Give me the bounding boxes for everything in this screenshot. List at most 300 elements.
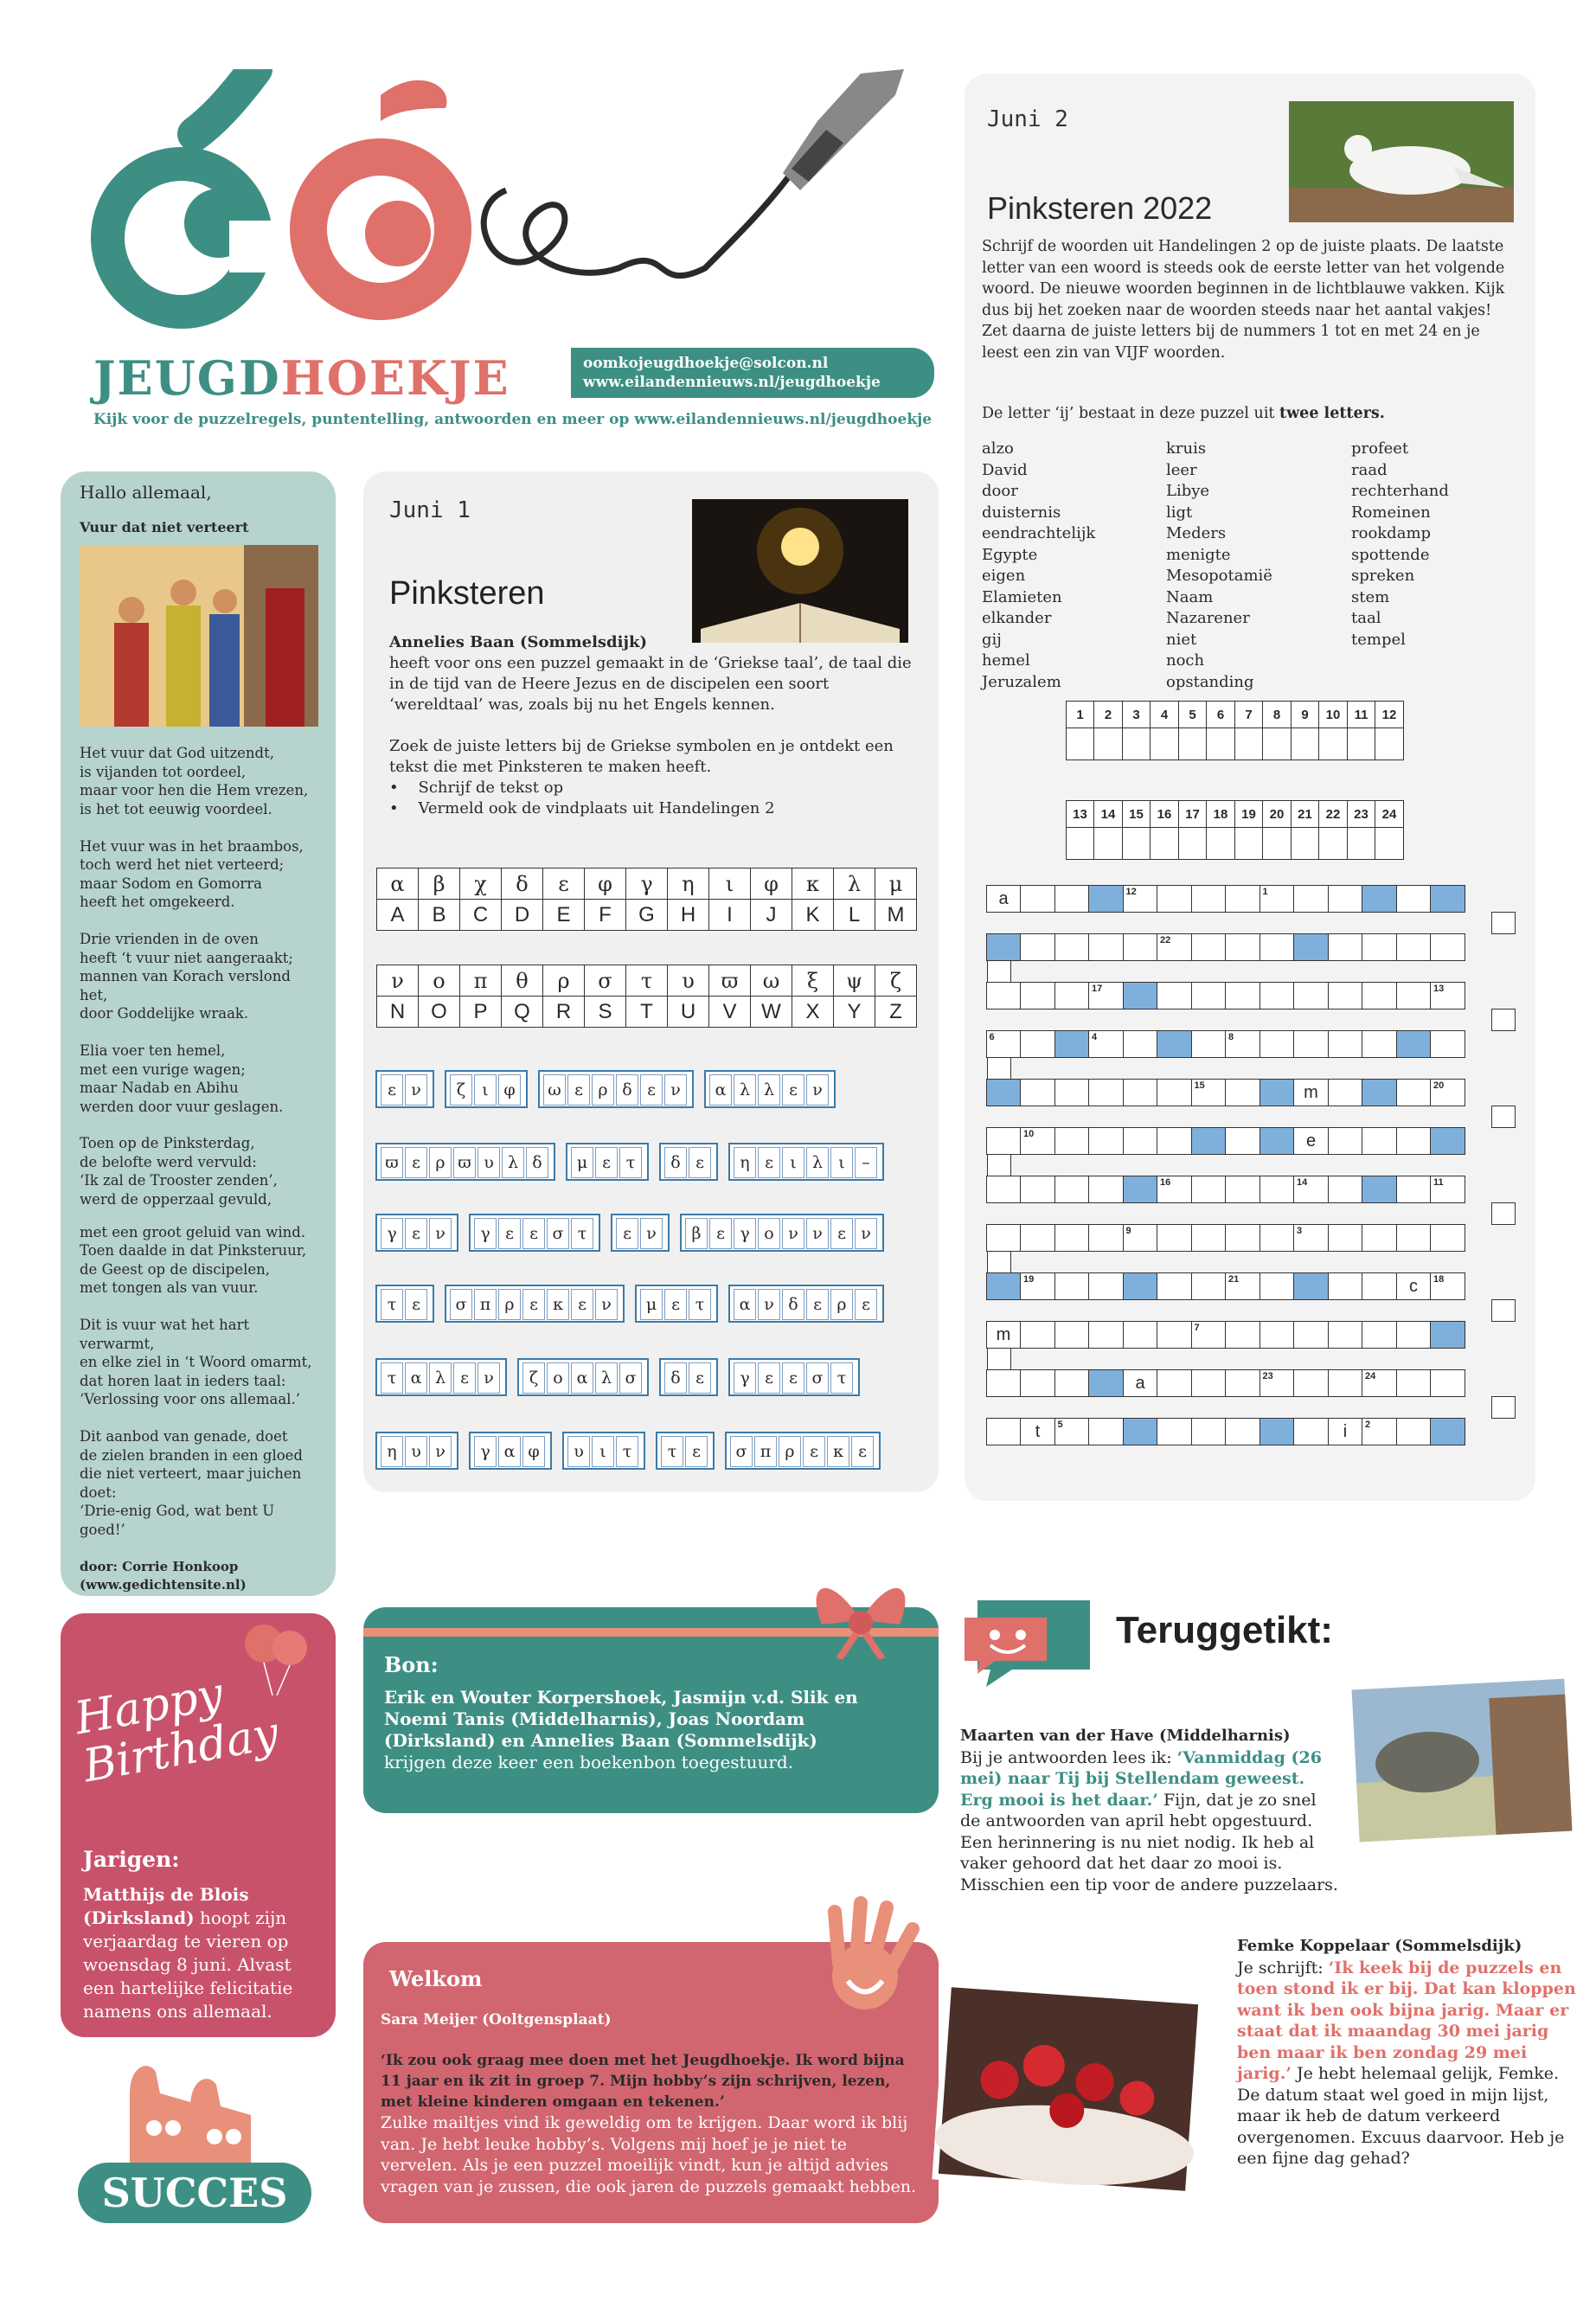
crossword-cell[interactable]: m — [1293, 1079, 1329, 1106]
crossword-cell[interactable]: 7 — [1191, 1321, 1227, 1349]
crossword-cell[interactable] — [986, 1127, 1022, 1155]
answer-cell[interactable] — [1178, 727, 1208, 760]
latin-letter: A — [377, 900, 419, 931]
crossword-cell[interactable] — [1123, 1272, 1158, 1300]
crossword-cell[interactable]: 23 — [1259, 1369, 1295, 1397]
crossword-cell[interactable] — [1328, 1321, 1363, 1349]
crossword-cell[interactable] — [1362, 1272, 1397, 1300]
greek-letter-cell: ρ — [592, 1074, 614, 1106]
greek-symbol: χ — [460, 868, 502, 900]
greek-word-box[interactable] — [469, 1432, 552, 1470]
crossword-cell[interactable]: 6 — [986, 1030, 1022, 1058]
greek-word-box[interactable] — [728, 1285, 884, 1323]
greek-letter-cell: λ — [806, 1147, 829, 1178]
crossword-cell[interactable] — [1328, 933, 1363, 961]
crossword-cell[interactable] — [1020, 1030, 1055, 1058]
crossword-cell[interactable] — [1259, 1127, 1295, 1155]
crossword-cell[interactable] — [986, 1079, 1022, 1106]
crossword-cell[interactable] — [1293, 1321, 1329, 1349]
crossword-cell[interactable] — [1054, 982, 1090, 1009]
greek-word-box[interactable] — [659, 1143, 718, 1181]
greek-symbol: ψ — [834, 965, 875, 997]
crossword-cell[interactable] — [1396, 1369, 1432, 1397]
greek-word-box[interactable] — [680, 1214, 884, 1252]
crossword-cell[interactable] — [1430, 1369, 1465, 1397]
greek-letter-cell: ν — [405, 1074, 427, 1106]
crossword-cell[interactable]: 11 — [1430, 1176, 1465, 1203]
answer-number: 3 — [1122, 701, 1151, 728]
greek-word-box[interactable] — [375, 1214, 458, 1252]
crossword-connector-cell[interactable] — [987, 1154, 1011, 1176]
crossword-cell[interactable] — [1157, 1224, 1192, 1252]
crossword-cell[interactable] — [1123, 1030, 1158, 1058]
word-list-item: leer — [1166, 460, 1197, 479]
crossword-cell[interactable] — [1123, 1321, 1158, 1349]
website-link[interactable]: www.eilandennieuws.nl/jeugdhoekje — [583, 374, 881, 391]
crossword-cell[interactable] — [1396, 1418, 1432, 1445]
greek-word-box[interactable] — [704, 1070, 836, 1108]
greek-symbol: γ — [626, 868, 668, 900]
greek-word-box[interactable] — [445, 1285, 625, 1323]
crossword-cell[interactable]: m — [986, 1321, 1022, 1349]
crossword-cell[interactable] — [1362, 933, 1397, 961]
crossword-cell[interactable] — [1054, 1272, 1090, 1300]
crossword-cell[interactable] — [1123, 933, 1158, 961]
crossword-cell[interactable] — [1362, 1224, 1397, 1252]
answer-cell[interactable] — [1262, 827, 1292, 860]
greek-word-box[interactable] — [566, 1143, 649, 1181]
crossword-cell[interactable] — [1396, 1224, 1432, 1252]
greek-letter-cell: ν — [478, 1362, 500, 1394]
crossword-cell[interactable] — [1020, 1224, 1055, 1252]
crossword-cell[interactable] — [1328, 1272, 1363, 1300]
crossword-cell[interactable] — [1225, 1127, 1260, 1155]
crossword-cell[interactable] — [1157, 1418, 1192, 1445]
crossword-cell[interactable] — [986, 1369, 1022, 1397]
greek-symbol: τ — [626, 965, 668, 997]
greek-symbol: θ — [502, 965, 543, 997]
greek-letter-cell: ε — [567, 1074, 590, 1106]
greek-word-box[interactable] — [728, 1143, 884, 1181]
crossword-cell[interactable]: 12 — [1123, 885, 1158, 913]
answer-number: 8 — [1262, 701, 1292, 728]
crossword-cell[interactable]: e — [1293, 1127, 1329, 1155]
answer-cell[interactable] — [1318, 827, 1348, 860]
answer-cell[interactable] — [1291, 727, 1320, 760]
crossword-cell[interactable] — [1259, 982, 1295, 1009]
crossword-cell[interactable] — [1396, 982, 1432, 1009]
crossword-cell[interactable] — [1157, 1369, 1192, 1397]
poem-author-site[interactable]: (www.gedichtensite.nl) — [80, 1577, 247, 1593]
crossword-cell[interactable] — [1328, 1127, 1363, 1155]
crossword-cell[interactable]: 16 — [1157, 1176, 1192, 1203]
crossword-cell[interactable] — [1020, 982, 1055, 1009]
crossword-cell[interactable] — [1259, 1418, 1295, 1445]
crossword-cell[interactable] — [1430, 1030, 1465, 1058]
greek-letter-cell: υ — [567, 1436, 590, 1467]
greek-letter-cell: ε — [851, 1436, 874, 1467]
juni2-instructions: Schrijf de woorden uit Handelingen 2 op de juiste plaats. De laatste letter van een woord is steeds ook de eerste letter van het volgende woord. De nieuwe woorden beginnen in de lichtblauwe vakken. Kijk dus bij het zoeken naar de woorden steeds naar het aantal vakjes! Zet daarna de juiste letters bij de nummers 1 tot en met 24 en je leest een zin van VIJF woorden. — [982, 238, 1505, 362]
latin-letter: U — [668, 997, 709, 1028]
crossword-cell[interactable] — [1430, 1321, 1465, 1349]
crossword-cell[interactable] — [1191, 1418, 1227, 1445]
crossword-cell[interactable] — [1396, 1127, 1432, 1155]
crossword-cell[interactable]: 4 — [1088, 1030, 1124, 1058]
crossword-cell[interactable]: 17 — [1088, 982, 1124, 1009]
crossword-cell[interactable] — [1191, 982, 1227, 1009]
crossword-cell[interactable] — [1328, 1079, 1363, 1106]
crossword-cell[interactable] — [1088, 1079, 1124, 1106]
answer-cell[interactable] — [1375, 827, 1404, 860]
crossword-cell[interactable] — [1396, 885, 1432, 913]
crossword-cell[interactable] — [1054, 1030, 1090, 1058]
word-list-item: duisternis — [982, 503, 1061, 522]
greek-word-box[interactable] — [635, 1285, 718, 1323]
crossword-cell[interactable] — [1328, 1030, 1363, 1058]
crossword-cell[interactable]: i — [1328, 1418, 1363, 1445]
crossword-cell[interactable] — [1362, 1321, 1397, 1349]
crossword-cell[interactable] — [1430, 1224, 1465, 1252]
crossword-cell[interactable] — [1328, 885, 1363, 913]
greek-word-box[interactable] — [445, 1070, 528, 1108]
crossword-cell[interactable]: a — [986, 885, 1022, 913]
greek-letter-cell: λ — [595, 1362, 618, 1394]
crossword-cell[interactable] — [1225, 933, 1260, 961]
crossword-connector-cell[interactable] — [987, 960, 1011, 983]
crossword-cell[interactable] — [1225, 1176, 1260, 1203]
greek-word-box[interactable] — [375, 1070, 434, 1108]
greek-letter-cell: ε — [758, 1362, 780, 1394]
crossword-cell[interactable] — [1020, 1321, 1055, 1349]
greek-letter-cell: ε — [405, 1147, 427, 1178]
crossword-cell[interactable] — [1225, 1321, 1260, 1349]
answer-row1[interactable] — [1067, 727, 1404, 760]
answer-row2[interactable] — [1067, 827, 1404, 860]
crossword-cell[interactable] — [986, 1272, 1022, 1300]
answer-cell[interactable] — [1150, 727, 1179, 760]
crossword-cell[interactable] — [1259, 1224, 1295, 1252]
crossword-cell[interactable] — [1293, 885, 1329, 913]
crossword-cell[interactable] — [986, 933, 1022, 961]
crossword-cell[interactable] — [1054, 1224, 1090, 1252]
crossword-cell[interactable] — [1054, 1079, 1090, 1106]
crossword-cell[interactable]: 1 — [1259, 885, 1295, 913]
answer-cell[interactable] — [1122, 727, 1151, 760]
crossword-connector-cell[interactable] — [987, 1348, 1011, 1370]
word-list-item: eendrachtelijk — [982, 524, 1096, 542]
crossword-cell[interactable]: 5 — [1054, 1418, 1090, 1445]
crossword-cell[interactable] — [1430, 885, 1465, 913]
greek-symbol: β — [419, 868, 460, 900]
greek-letter-cell: ε — [405, 1289, 427, 1320]
crossword-cell[interactable] — [1191, 1127, 1227, 1155]
crossword-cell[interactable] — [1191, 933, 1227, 961]
greek-letter-cell: ι — [782, 1147, 804, 1178]
juni1-author: Annelies Baan (Sommelsdijk) — [389, 633, 647, 651]
crossword-cell[interactable]: 8 — [1225, 1030, 1260, 1058]
crossword-cell[interactable] — [1088, 885, 1124, 913]
crossword-cell[interactable] — [1293, 982, 1329, 1009]
crossword-cell[interactable] — [1362, 1030, 1397, 1058]
crossword-cell[interactable] — [1191, 1030, 1227, 1058]
crossword-cell[interactable] — [1157, 982, 1192, 1009]
latin-letter: E — [543, 900, 585, 931]
crossword-cell[interactable] — [1088, 1224, 1124, 1252]
greek-word-box[interactable] — [375, 1358, 507, 1396]
crossword-cell[interactable] — [1225, 1418, 1260, 1445]
crossword-cell[interactable] — [1157, 1079, 1192, 1106]
greek-word-box[interactable] — [656, 1432, 715, 1470]
greek-letter-cell: ν — [664, 1074, 687, 1106]
femke-name: Femke Koppelaar (Sommelsdijk) — [1237, 1937, 1522, 1955]
greek-symbol: λ — [834, 868, 875, 900]
answer-cell[interactable] — [1206, 827, 1235, 860]
answer-cell[interactable] — [1206, 727, 1235, 760]
crossword-cell[interactable] — [1123, 1176, 1158, 1203]
answer-cell[interactable] — [1234, 827, 1264, 860]
word-list-item: Elamieten — [982, 587, 1062, 606]
crossword-cell[interactable]: 21 — [1225, 1272, 1260, 1300]
crossword-cell[interactable] — [1225, 885, 1260, 913]
crossword-cell[interactable] — [1259, 1079, 1295, 1106]
crossword-cell[interactable] — [1328, 982, 1363, 1009]
crossword-cell[interactable] — [1328, 1224, 1363, 1252]
greek-word-box[interactable] — [611, 1214, 670, 1252]
crossword-cell[interactable] — [1293, 1272, 1329, 1300]
answer-number: 15 — [1122, 800, 1151, 828]
answer-cell[interactable] — [1178, 827, 1208, 860]
crossword-cell[interactable] — [1225, 982, 1260, 1009]
cake-photo — [930, 1981, 1207, 2197]
answer-cell[interactable] — [1150, 827, 1179, 860]
answer-number: 7 — [1234, 701, 1264, 728]
crossword-cell[interactable] — [1054, 885, 1090, 913]
crossword-cell[interactable]: 10 — [1020, 1127, 1055, 1155]
crossword-cell[interactable] — [1157, 1272, 1192, 1300]
crossword-cell[interactable]: 20 — [1430, 1079, 1465, 1106]
gift-bow-icon — [804, 1573, 917, 1659]
crossword-cell[interactable] — [1396, 1321, 1432, 1349]
crossword-cell[interactable] — [1157, 1127, 1192, 1155]
greek-word-box[interactable] — [375, 1143, 555, 1181]
crossword-cell[interactable] — [1225, 1079, 1260, 1106]
crossword-connector-cell[interactable] — [1491, 1106, 1516, 1128]
crossword-cell[interactable] — [1259, 1321, 1295, 1349]
lightbulb-bible-photo — [692, 499, 908, 643]
greek-letter-cell: ν — [595, 1289, 618, 1320]
crossword-cell[interactable] — [1054, 1321, 1090, 1349]
greek-word-box[interactable] — [728, 1358, 860, 1396]
juni1-bullet: • Schrijf de tekst op — [389, 779, 564, 797]
answer-cell[interactable] — [1093, 727, 1123, 760]
greek-word-box[interactable] — [517, 1358, 649, 1396]
crossword-cell[interactable] — [1088, 933, 1124, 961]
crossword-cell[interactable] — [1191, 885, 1227, 913]
crossword-cell[interactable] — [1225, 1369, 1260, 1397]
bon-panel — [363, 1607, 939, 1813]
greek-letter-cell: τ — [689, 1289, 711, 1320]
crossword-cell[interactable] — [1362, 1079, 1397, 1106]
greek-letter-cell: ν — [806, 1218, 829, 1249]
greek-letter-cell: γ — [734, 1218, 756, 1249]
answer-cell[interactable] — [1066, 727, 1095, 760]
answer-cell[interactable] — [1375, 727, 1404, 760]
answer-cell[interactable] — [1093, 827, 1123, 860]
crossword-cell[interactable] — [1191, 1224, 1227, 1252]
crossword-cell[interactable]: 3 — [1293, 1224, 1329, 1252]
crossword-cell[interactable] — [1088, 1127, 1124, 1155]
crossword-cell[interactable] — [1123, 1079, 1158, 1106]
crossword-cell[interactable] — [1157, 1030, 1192, 1058]
answer-cell[interactable] — [1347, 827, 1376, 860]
answer-cell[interactable] — [1291, 827, 1320, 860]
crossword-cell[interactable]: 15 — [1191, 1079, 1227, 1106]
greek-letter-cell: ο — [547, 1362, 569, 1394]
crossword-cell[interactable] — [1020, 933, 1055, 961]
crossword-cell[interactable] — [1191, 1176, 1227, 1203]
crossword-cell[interactable] — [1020, 885, 1055, 913]
greek-word-box[interactable] — [538, 1070, 694, 1108]
crossword-cell[interactable] — [1191, 1272, 1227, 1300]
crossword-cell[interactable]: 2 — [1362, 1418, 1397, 1445]
crossword-cell[interactable]: t — [1020, 1418, 1055, 1445]
crossword-cell[interactable] — [1225, 1224, 1260, 1252]
crossword-cell[interactable]: c — [1396, 1272, 1432, 1300]
crossword-cell[interactable] — [1054, 1369, 1090, 1397]
crossword-row — [987, 1030, 1465, 1058]
crossword-cell[interactable] — [1123, 1418, 1158, 1445]
crossword-cell[interactable] — [1328, 1176, 1363, 1203]
crossword-cell[interactable] — [986, 1224, 1022, 1252]
greek-letter-cell: ζ — [450, 1074, 472, 1106]
crossword-cell[interactable] — [986, 1176, 1022, 1203]
crossword-cell[interactable] — [1430, 1127, 1465, 1155]
word-list-item: ligt — [1166, 503, 1193, 522]
crossword-cell[interactable] — [1088, 1272, 1124, 1300]
greek-letter-cell: ε — [782, 1074, 804, 1106]
crossword-cell[interactable] — [1054, 1176, 1090, 1203]
crossword-connector-cell[interactable] — [1491, 1202, 1516, 1225]
crossword-cell[interactable] — [1123, 1127, 1158, 1155]
crossword-cell[interactable] — [1088, 1176, 1124, 1203]
answer-cell[interactable] — [1066, 827, 1095, 860]
juni1-title: Pinksteren — [389, 575, 545, 612]
crossword-cell[interactable] — [1430, 933, 1465, 961]
crossword-cell[interactable] — [1088, 1321, 1124, 1349]
crossword-cell[interactable] — [1020, 1369, 1055, 1397]
greek-word-box[interactable] — [375, 1285, 434, 1323]
crossword-cell[interactable]: a — [1123, 1369, 1158, 1397]
crossword-cell[interactable]: 9 — [1123, 1224, 1158, 1252]
latin-letter: B — [419, 900, 460, 931]
crossword-cell[interactable] — [1088, 1369, 1124, 1397]
crossword-cell[interactable]: 13 — [1430, 982, 1465, 1009]
answer-cell[interactable] — [1262, 727, 1292, 760]
greek-letter-cell: ν — [640, 1218, 663, 1249]
crossword-cell[interactable]: 24 — [1362, 1369, 1397, 1397]
answer-number: 17 — [1178, 800, 1208, 828]
crossword-cell[interactable] — [1157, 1321, 1192, 1349]
greek-letter-cell: κ — [827, 1436, 849, 1467]
latin-letter: L — [834, 900, 875, 931]
crossword-cell[interactable] — [1396, 1030, 1432, 1058]
poem-column — [61, 471, 336, 1596]
greek-word-box[interactable] — [469, 1214, 600, 1252]
word-list-item: Meders — [1166, 524, 1227, 542]
crossword-cell[interactable] — [1396, 1176, 1432, 1203]
crossword-connector-cell[interactable] — [987, 1251, 1011, 1273]
crossword-cell[interactable] — [1396, 1079, 1432, 1106]
crossword-cell[interactable] — [1088, 1418, 1124, 1445]
crossword-cell[interactable] — [1293, 1030, 1329, 1058]
crossword-cell[interactable] — [1362, 1127, 1397, 1155]
crossword-cell[interactable] — [1157, 885, 1192, 913]
crossword-cell[interactable] — [986, 1418, 1022, 1445]
crossword-cell[interactable] — [1293, 1418, 1329, 1445]
crossword-cell[interactable] — [1191, 1369, 1227, 1397]
header-title: JEUGDHOEKJE — [93, 350, 510, 406]
email-link[interactable]: oomkojeugdhoekje@solcon.nl — [583, 355, 829, 372]
greek-word-box[interactable] — [659, 1358, 718, 1396]
crossword-cell[interactable] — [1259, 1030, 1295, 1058]
header-tagline: Kijk voor de puzzelregels, puntentelling, antwoorden en meer op www.eilandennieuws.nl/jeugdhoekje — [93, 411, 933, 428]
crossword-cell[interactable]: 18 — [1430, 1272, 1465, 1300]
crossword-connector-cell[interactable] — [1491, 912, 1516, 934]
crossword-connector-cell[interactable] — [1491, 1009, 1516, 1031]
crossword-cell[interactable] — [1328, 1369, 1363, 1397]
crossword-cell[interactable] — [1054, 933, 1090, 961]
crossword-cell[interactable] — [1020, 1176, 1055, 1203]
crossword-cell[interactable] — [1293, 1369, 1329, 1397]
answer-cell[interactable] — [1318, 727, 1348, 760]
latin-letter: I — [709, 900, 751, 931]
crossword-cell[interactable] — [1259, 933, 1295, 961]
answer-number: 14 — [1093, 800, 1123, 828]
crossword-cell[interactable] — [1362, 1176, 1397, 1203]
crossword-cell[interactable] — [1362, 982, 1397, 1009]
crossword-connector-cell[interactable] — [987, 1057, 1011, 1080]
crossword-connector-cell[interactable] — [1491, 1396, 1516, 1419]
crossword-cell[interactable] — [1020, 1079, 1055, 1106]
crossword-cell[interactable] — [1430, 1418, 1465, 1445]
greek-word-box[interactable] — [375, 1432, 458, 1470]
crossword-cell[interactable]: 19 — [1020, 1272, 1055, 1300]
crossword-cell[interactable] — [1293, 933, 1329, 961]
answer-cell[interactable] — [1234, 727, 1264, 760]
greek-word-box[interactable] — [562, 1432, 645, 1470]
answer-cell[interactable] — [1122, 827, 1151, 860]
crossword-cell[interactable] — [986, 982, 1022, 1009]
crossword-cell[interactable] — [1362, 885, 1397, 913]
crossword-cell[interactable] — [1396, 933, 1432, 961]
poem-author: door: Corrie Honkoop — [80, 1558, 239, 1574]
crossword-cell[interactable] — [1259, 1272, 1295, 1300]
greek-letter-cell: ε — [689, 1147, 711, 1178]
crossword-cell[interactable]: 22 — [1157, 933, 1192, 961]
greek-symbol: φ — [751, 868, 792, 900]
crossword-cell[interactable] — [1054, 1127, 1090, 1155]
greek-word-box[interactable] — [725, 1432, 881, 1470]
crossword-cell[interactable] — [1259, 1176, 1295, 1203]
crossword-row — [987, 1321, 1465, 1349]
crossword-cell[interactable] — [1123, 982, 1158, 1009]
answer-cell[interactable] — [1347, 727, 1376, 760]
greek-letter-cell: ι — [592, 1436, 614, 1467]
crossword-connector-cell[interactable] — [1491, 1299, 1516, 1322]
bon-text: Erik en Wouter Korpershoek, Jasmijn v.d. Slik en Noemi Tanis (Middelharnis), Joas Noordam (Dirksland) en Annelies Baan (Sommelsdijk) krijgen deze keer een boekenbon toegestuurd. — [384, 1687, 858, 1772]
latin-letter: C — [460, 900, 502, 931]
crossword-cell[interactable]: 14 — [1293, 1176, 1329, 1203]
